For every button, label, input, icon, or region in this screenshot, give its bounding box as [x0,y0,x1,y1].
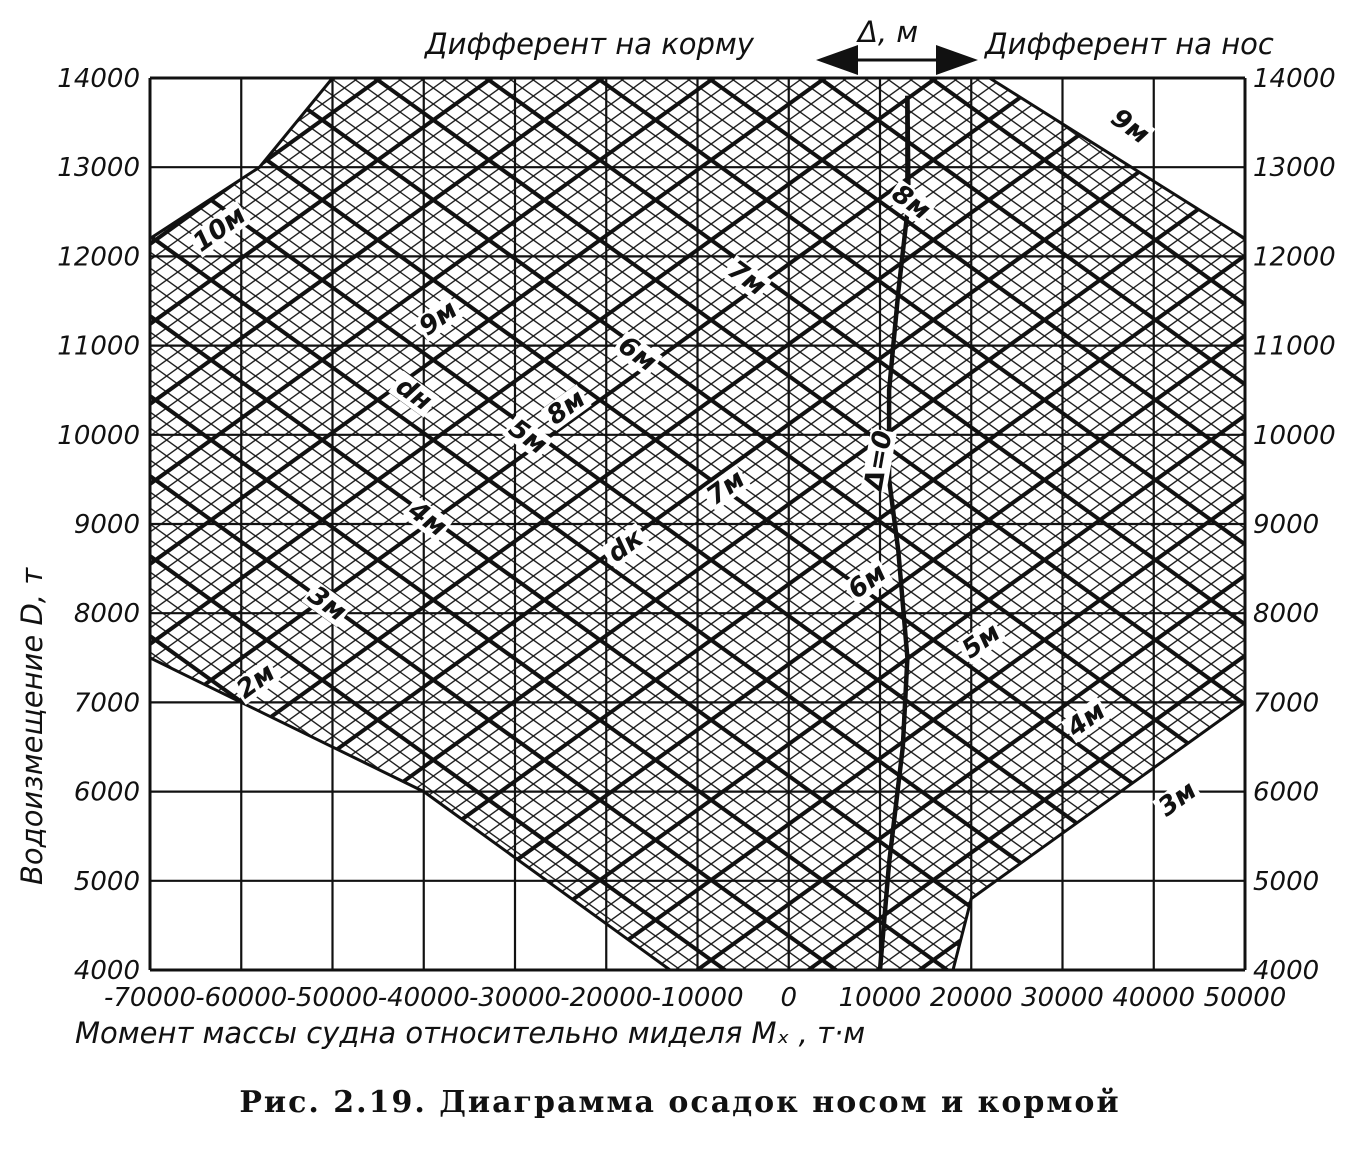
figure-caption: Рис. 2.19. Диаграмма осадок носом и кормой [239,1085,1121,1120]
trim-delta-label: Δ, м [858,15,919,49]
y-tick-label-right: 13000 [1253,153,1336,184]
stern-draft-label-group [720,253,773,303]
hatch-line-a [100,1132,1295,1147]
x-tick-label: -40000 [377,983,470,1013]
bow-draft-label-group [1151,774,1204,824]
curve-label: Δ=0 [858,428,899,493]
stern-draft-label: 9м [1105,102,1155,151]
stern-draft-label: 6м [612,330,662,378]
bow-draft-label: 8м [541,383,592,432]
stern-draft-label: 7м [721,254,772,303]
y-tick-label-right: 8000 [1253,599,1320,630]
stern-draft-isoline [100,0,1295,20]
bow-draft-label-group [841,556,894,606]
x-tick-label: -30000 [468,983,562,1013]
y-tick-label-right: 6000 [1253,777,1320,808]
x-tick-label: -50000 [286,983,379,1013]
x-tick-label: 40000 [1112,983,1196,1013]
trim-stern-label: Дифферент на корму [425,27,754,61]
bow-draft-label: 5м [956,617,1007,666]
y-tick-label: 4000 [73,956,140,986]
hatch-line-a [100,0,1295,24]
stern-draft-label-group [1103,102,1156,152]
y-axis-label: Водоизмещение D, т [15,567,49,885]
y-tick-label: 5000 [73,866,140,897]
y-tick-label: 7000 [73,688,140,719]
stern-draft-label: 3м [302,580,352,628]
y-tick-label-right: 10000 [1253,420,1336,451]
curve-label: dк [602,523,650,569]
x-tick-label: 30000 [1021,983,1104,1013]
hatch-line-b [100,0,1295,4]
hatch-line-a [100,0,1295,8]
hatch-line-b [100,0,1295,20]
y-tick-label: 13000 [57,153,140,184]
bow-draft-label: 7м [701,464,751,512]
x-tick-label: -60000 [195,983,288,1013]
x-tick-label: -70000 [103,983,197,1013]
y-tick-label: 6000 [73,777,140,808]
stern-draft-label-group [884,177,937,227]
x-tick-label: 0 [780,983,798,1013]
x-tick-label: 50000 [1203,983,1287,1013]
bow-draft-label: 9м [413,294,464,343]
y-tick-label: 14000 [57,64,140,94]
x-tick-label: 10000 [838,983,922,1013]
stern-draft-label: 4м [402,495,453,543]
bow-draft-label: 2м [231,657,281,706]
bow-draft-label: 10м [187,200,252,259]
y-tick-label-right: 11000 [1253,331,1336,362]
stern-draft-label-group [611,329,664,379]
hatch-line-b [100,1128,1295,1147]
y-tick-label: 11000 [57,331,140,362]
x-tick-label: -10000 [651,983,744,1013]
trim-bow-label: Дифферент на нос [985,27,1274,61]
curve-label-group [858,428,898,495]
y-tick-label: 9000 [73,510,140,540]
hatch-line-a [100,1116,1295,1147]
y-tick-label-right: 12000 [1253,242,1336,273]
curve-label: dн [390,371,438,418]
x-tick-label: -20000 [560,983,653,1013]
y-tick-label: 8000 [73,599,140,630]
y-tick-label-right: 9000 [1253,510,1320,540]
y-tick-label: 12000 [57,242,140,273]
stern-draft-label: 8м [886,178,936,227]
y-tick-label-right: 7000 [1253,688,1320,719]
bow-draft-label: 4м [1061,696,1112,744]
bow-draft-label: 3м [1152,775,1203,823]
bow-draft-label-group [412,293,465,343]
y-tick-label: 10000 [57,420,140,451]
y-tick-label-right: 14000 [1253,64,1336,94]
zero-trim-top [907,96,908,185]
bow-draft-label: 6м [842,557,893,606]
y-tick-label-right: 5000 [1253,866,1320,897]
y-tick-label-right: 4000 [1253,956,1320,986]
x-axis-label: Момент массы судна относительно миделя Mₓ , т·м [75,1016,866,1050]
x-tick-label: 20000 [929,983,1013,1013]
stern-draft-label: 5м [502,413,553,461]
